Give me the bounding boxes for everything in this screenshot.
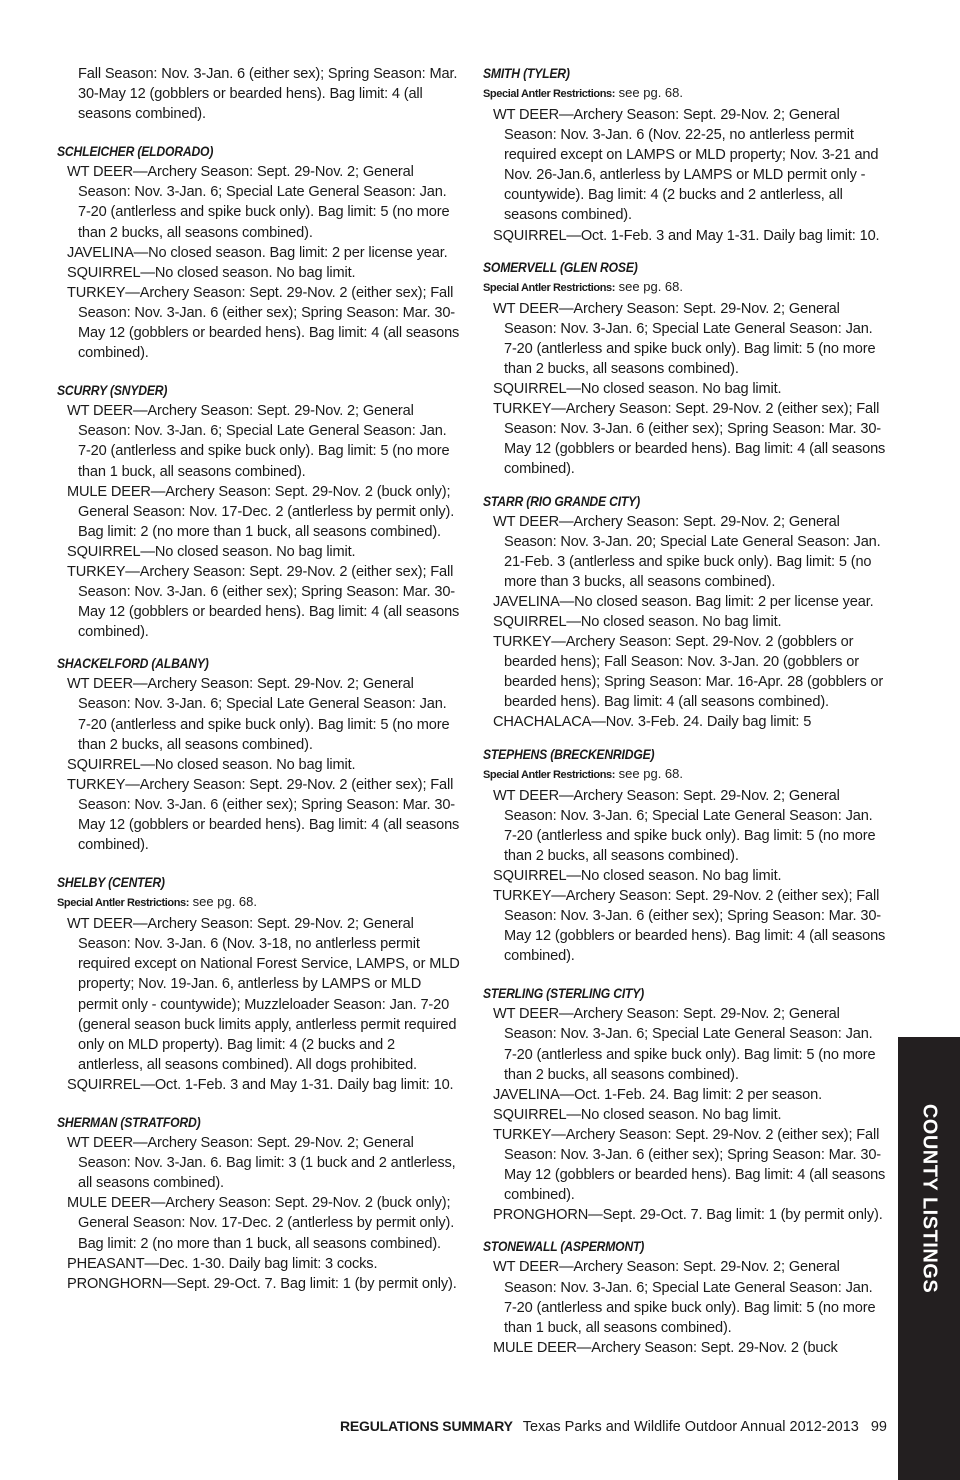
page-footer <box>340 1416 887 1437</box>
restrictions-text: see pg. 68. <box>189 894 257 910</box>
county-somervell <box>483 258 888 480</box>
entry-text: WT DEER—Archery Season: Sept. 29-Nov. 2; General Season: Nov. 3-Jan. 6. Bag limit: 3 (1 buck and 2 antlerless, all seasons combined). <box>67 1135 456 1192</box>
entry-text: JAVELINA—Oct. 1-Feb. 24. Bag limit: 2 per season. <box>493 1086 822 1103</box>
county-shelby <box>57 873 462 1095</box>
county-sterling <box>483 984 888 1225</box>
entry-text: PRONGHORN—Sept. 29-Oct. 7. Bag limit: 1 (by permit only). <box>67 1275 457 1292</box>
entry-text: WT DEER—Archery Season: Sept. 29-Nov. 2; General Season: Nov. 3-Jan. 6; Special Late General Season: Jan. 7-20 (antlerless and spike buck only). Bag limit: 5 (no more than 1 buck, all seasons combined). <box>493 1259 876 1336</box>
entry-text: SQUIRREL—No closed season. No bag limit. <box>493 613 782 630</box>
restrictions-label: Special Antler Restrictions: <box>57 897 190 910</box>
entry-text: SQUIRREL—No closed season. No bag limit. <box>493 867 782 884</box>
entry-text: WT DEER—Archery Season: Sept. 29-Nov. 2; General Season: Nov. 3-Jan. 6; Special Late General Season: Jan. 7-20 (antlerless and spike buck only). Bag limit: 5 (no more than 2 bucks, all seasons combined). <box>67 676 450 753</box>
county-heading: SHELBY (CENTER) <box>57 875 165 891</box>
entry-text: SQUIRREL—No closed season. No bag limit. <box>67 756 356 773</box>
side-tab-text: COUNTY LISTINGS <box>918 1103 941 1294</box>
county-scurry <box>57 381 462 642</box>
antler-restrictions <box>57 893 462 912</box>
entry-text: TURKEY—Archery Season: Sept. 29-Nov. 2 (either sex); Fall Season: Nov. 3-Jan. 6 (either sex); Spring Season: Mar. 30-May 12 (gobblers or bearded hens). Bag limit: 4 (all seasons combined). <box>493 888 886 965</box>
entry-text: JAVELINA—No closed season. Bag limit: 2 per license year. <box>67 244 448 261</box>
county-sherman <box>57 1113 462 1294</box>
footer-publication: Texas Parks and Wildlife Outdoor Annual 2012-2013 <box>522 1419 859 1435</box>
entry-text: TURKEY—Archery Season: Sept. 29-Nov. 2 (either sex); Fall Season: Nov. 3-Jan. 6 (either sex); Spring Season: Mar. 30-May 12 (gobblers or bearded hens). Bag limit: 4 (all seasons combined). <box>67 563 460 641</box>
entry-text: MULE DEER—Archery Season: Sept. 29-Nov. 2 (buck only); General Season: Nov. 17-Dec. 2 (antlerless by permit only). Bag limit: 2 (no more than 1 buck, all seasons combined). <box>67 483 455 540</box>
entry-text: MULE DEER—Archery Season: Sept. 29-Nov. 2 (buck <box>493 1339 838 1356</box>
entry-text: SQUIRREL—Oct. 1-Feb. 3 and May 1-31. Daily bag limit: 10. <box>67 1076 454 1093</box>
entry-text: WT DEER—Archery Season: Sept. 29-Nov. 2; General Season: Nov. 3-Jan. 6 (Nov. 22-25, no antlerless permit required except on LAMPS or MLD property; Nov. 3-21 and Nov. 26-Jan.6, antlerless by LAMPS or MLD permit only - countywide). Bag limit: 4 (2 bucks and 2 antlerless, all seasons combined). <box>493 107 879 224</box>
county-heading: SCURRY (SNYDER) <box>57 383 168 399</box>
entry-text: WT DEER—Archery Season: Sept. 29-Nov. 2; General Season: Nov. 3-Jan. 20; Special Late General Season: Jan. 21-Feb. 3 (antlerless and spike buck only). Bag limit: 5 (no more than 3 bucks, all seasons combined). <box>493 513 881 590</box>
county-heading: STEPHENS (BRECKENRIDGE) <box>483 746 655 762</box>
county-schleicher <box>57 142 462 363</box>
county-stonewall <box>483 1237 888 1357</box>
restrictions-label: Special Antler Restrictions: <box>483 768 616 781</box>
entry-text: WT DEER—Archery Season: Sept. 29-Nov. 2; General Season: Nov. 3-Jan. 6 (Nov. 3-18, no antlerless permit required except on National Forest Service, LAMPS, or MLD property; Nov. 19-Jan. 6, antlerless by LAMPS or MLD permit only - countywide); Muzzleloader Season: Jan. 7-20 (general season buck limits apply, antlerless permit required only on MLD property). Bag limit: 4 (2 bucks and 2 antlerless, all seasons combined). All dogs prohibited. <box>67 916 460 1073</box>
left-column <box>57 64 462 1294</box>
entry-text: TURKEY—Archery Season: Sept. 29-Nov. 2 (either sex); Fall Season: Nov. 3-Jan. 6 (either sex); Spring Season: Mar. 30-May 12 (gobblers or bearded hens). Bag limit: 4 (all seasons combined). <box>493 1126 886 1204</box>
entry-text: TURKEY—Archery Season: Sept. 29-Nov. 2 (either sex); Fall Season: Nov. 3-Jan. 6 (either sex); Spring Season: Mar. 30-May 12 (gobblers or bearded hens). Bag limit: 4 (all seasons combined). <box>67 776 460 854</box>
county-starr <box>483 492 888 733</box>
antler-restrictions <box>483 84 888 103</box>
county-smith <box>483 64 888 246</box>
county-shackelford <box>57 654 462 855</box>
county-heading: SOMERVELL (GLEN ROSE) <box>483 259 638 275</box>
restrictions-text: see pg. 68. <box>615 85 683 100</box>
county-heading: SHACKELFORD (ALBANY) <box>57 656 209 672</box>
entry-text: MULE DEER—Archery Season: Sept. 29-Nov. 2 (buck only); General Season: Nov. 17-Dec. 2 (antlerless by permit only). Bag limit: 2 (no more than 1 buck, all seasons combined). <box>67 1195 455 1252</box>
footer-section: REGULATIONS SUMMARY <box>339 1418 513 1434</box>
restrictions-label: Special Antler Restrictions: <box>483 88 616 100</box>
county-heading: SMITH (TYLER) <box>483 66 570 81</box>
entry-text: SQUIRREL—No closed season. No bag limit. <box>493 381 782 398</box>
county-heading: SCHLEICHER (ELDORADO) <box>57 144 214 160</box>
antler-restrictions <box>483 278 888 297</box>
entry-text: CHACHALACA—Nov. 3-Feb. 24. Daily bag limit: 5 <box>493 714 812 731</box>
county-stephens <box>483 745 888 967</box>
entry-text: SQUIRREL—No closed season. No bag limit. <box>493 1106 782 1123</box>
restrictions-text: see pg. 68. <box>615 278 683 294</box>
page-number: 99 <box>870 1419 887 1435</box>
entry-text: SQUIRREL—Oct. 1-Feb. 3 and May 1-31. Daily bag limit: 10. <box>493 227 880 244</box>
antler-restrictions <box>483 765 888 784</box>
restrictions-text: see pg. 68. <box>615 765 683 781</box>
entry-text: PHEASANT—Dec. 1-30. Daily bag limit: 3 cocks. <box>67 1255 378 1272</box>
county-heading: STERLING (STERLING CITY) <box>483 986 645 1002</box>
county-heading: STARR (RIO GRANDE CITY) <box>483 493 640 509</box>
entry-text: TURKEY—Archery Season: Sept. 29-Nov. 2 (either sex); Fall Season: Nov. 3-Jan. 6 (either sex); Spring Season: Mar. 30-May 12 (gobblers or bearded hens). Bag limit: 4 (all seasons combined). <box>493 401 886 478</box>
entry-text: TURKEY—Archery Season: Sept. 29-Nov. 2 (either sex); Fall Season: Nov. 3-Jan. 6 (either sex); Spring Season: Mar. 30-May 12 (gobblers or bearded hens). Bag limit: 4 (all seasons combined). <box>67 284 460 362</box>
right-column <box>483 64 888 1358</box>
entry-text: PRONGHORN—Sept. 29-Oct. 7. Bag limit: 1 (by permit only). <box>493 1207 883 1224</box>
county-heading: SHERMAN (STRATFORD) <box>57 1115 201 1131</box>
continued-entry <box>57 64 462 124</box>
county-heading: STONEWALL (ASPERMONT) <box>483 1239 645 1255</box>
entry-text: SQUIRREL—No closed season. No bag limit. <box>67 264 356 281</box>
entry-text: WT DEER—Archery Season: Sept. 29-Nov. 2; General Season: Nov. 3-Jan. 6; Special Late General Season: Jan. 7-20 (antlerless and spike buck only). Bag limit: 5 (no more than 2 bucks, all seasons combined). <box>493 300 876 377</box>
entry-text: WT DEER—Archery Season: Sept. 29-Nov. 2; General Season: Nov. 3-Jan. 6; Special Late General Season: Jan. 7-20 (antlerless and spike buck only). Bag limit: 5 (no more than 2 bucks, all seasons combined). <box>493 1006 876 1083</box>
entry-text: SQUIRREL—No closed season. No bag limit. <box>67 543 356 560</box>
county-listings-tab <box>898 1037 960 1480</box>
entry-text: WT DEER—Archery Season: Sept. 29-Nov. 2; General Season: Nov. 3-Jan. 6; Special Late General Season: Jan. 7-20 (antlerless and spike buck only). Bag limit: 5 (no more than 2 bucks, all seasons combined). <box>493 787 876 864</box>
entry-text: JAVELINA—No closed season. Bag limit: 2 per license year. <box>493 593 874 610</box>
entry-text: WT DEER—Archery Season: Sept. 29-Nov. 2; General Season: Nov. 3-Jan. 6; Special Late General Season: Jan. 7-20 (antlerless and spike buck only). Bag limit: 5 (no more than 2 bucks, all seasons combined). <box>67 164 450 241</box>
entry-text: TURKEY—Archery Season: Sept. 29-Nov. 2 (gobblers or bearded hens); Fall Season: Nov. 3-Jan. 20 (gobblers or bearded hens); Spring Season: Mar. 16-Apr. 28 (gobblers or bearded hens). Bag limit: 4 (all seasons combined). <box>493 634 884 711</box>
entry-text: WT DEER—Archery Season: Sept. 29-Nov. 2; General Season: Nov. 3-Jan. 6; Special Late General Season: Jan. 7-20 (antlerless and spike buck only). Bag limit: 5 (no more than 1 buck, all seasons combined). <box>67 403 450 480</box>
entry-text: Fall Season: Nov. 3-Jan. 6 (either sex); Spring Season: Mar. 30-May 12 (gobblers or bearded hens). Bag limit: 4 (all seasons combined). <box>78 66 458 123</box>
restrictions-label: Special Antler Restrictions: <box>483 281 616 294</box>
